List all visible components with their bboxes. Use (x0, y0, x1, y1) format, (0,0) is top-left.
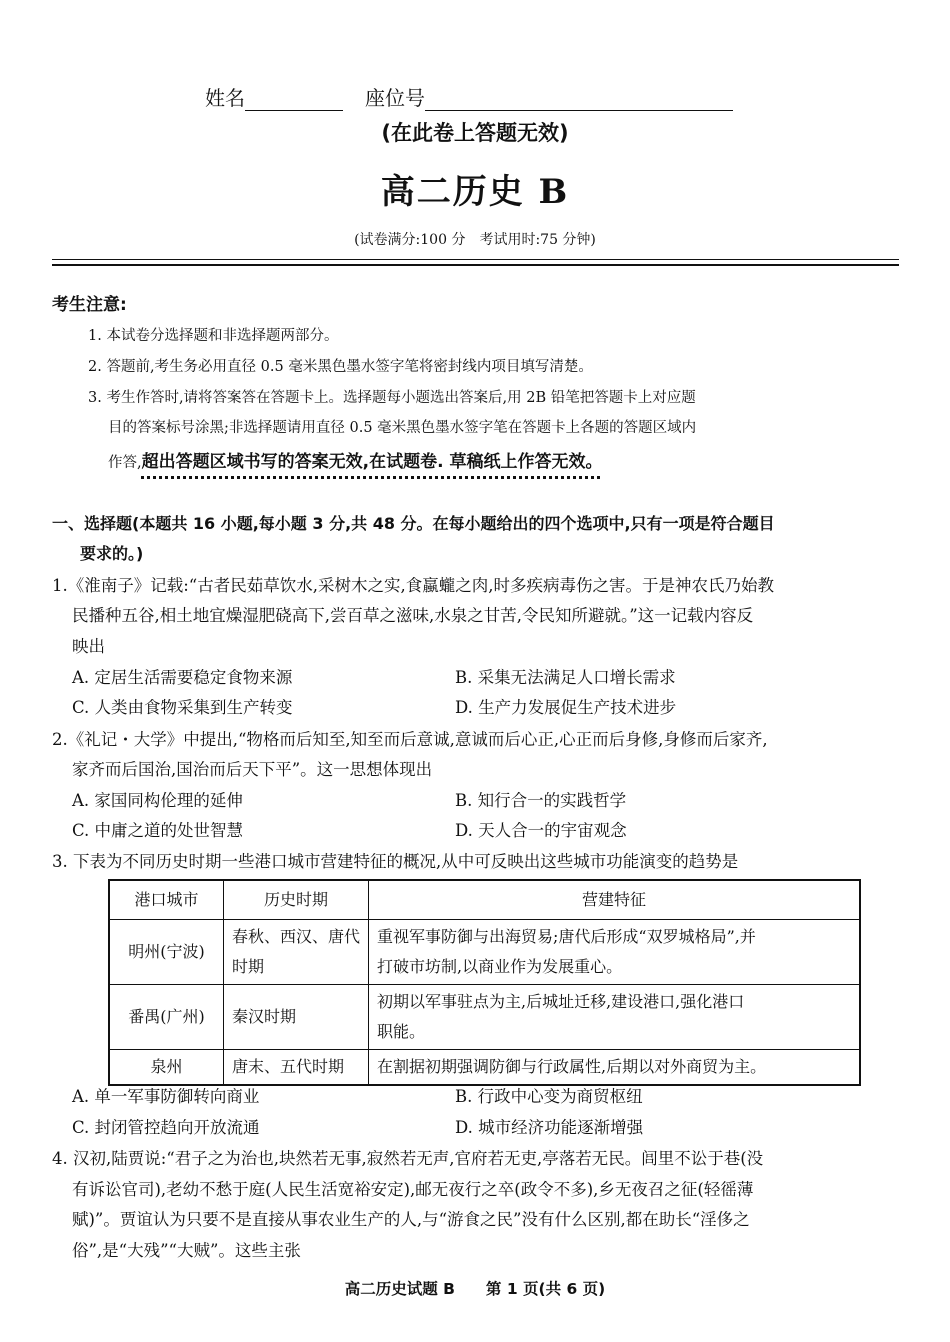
table-cell-feature (369, 920, 861, 985)
q2-option-b: B. 知行合一的实践哲学 (455, 791, 627, 810)
section1-instructions-line1: 一、选择题(本题共 16 小题,每小题 3 分,共 48 分。在每小题给出的四个选项中,只有一项是符合题目 (52, 514, 775, 533)
q4-stem-line1: 4. 汉初,陆贾说:“君子之为治也,块然若无事,寂然若无声,官府若无吏,亭落若无民。闾里不讼于巷(没 (52, 1149, 764, 1168)
q1-stem-line1: 1.《淮南子》记载:“古者民茹草饮水,采树木之实,食蠃蠬之肉,时多疾病毒伤之害。于是神农氏乃始教 (52, 576, 774, 595)
q3-stem-line1: 3. 下表为不同历史时期一些港口城市营建特征的概况,从中可反映出这些城市功能演变的趋势是 (52, 852, 739, 871)
table-header-period: 历史时期 (224, 880, 369, 920)
invalid-note: (在此卷上答题无效) (381, 121, 569, 145)
table-cell-city: 明州(宁波) (109, 920, 224, 985)
q2-stem-line1: 2.《礼记・大学》中提出,“物格而后知至,知至而后意诚,意诚而后心正,心正而后身修,身修而后家齐, (52, 730, 768, 749)
table-row (109, 920, 860, 985)
q4-stem-line2: 有诉讼官司),老幼不愁于庭(人民生活宽裕安定),邮无夜行之卒(政令不多),乡无夜召之征(轻徭薄 (72, 1180, 754, 1199)
feature-line: 职能。 (377, 1022, 426, 1041)
q3-option-b: B. 行政中心变为商贸枢纽 (455, 1087, 643, 1106)
note-3c (108, 447, 602, 472)
q3-option-d: D. 城市经济功能逐渐增强 (455, 1118, 644, 1137)
q4-stem-line4: 俗”,是“大残”“大贼”。这些主张 (72, 1241, 301, 1260)
note-1: 1. 本试卷分选择题和非选择题两部分。 (88, 328, 339, 344)
name-label: 姓名 (205, 86, 245, 110)
table-cell-city: 番禺(广州) (109, 985, 224, 1050)
q3-table (108, 879, 861, 1086)
note-3a: 3. 考生作答时,请将答案答在答题卡上。选择题每小题选出答案后,用 2B 铅笔把答题卡上对应题 (88, 390, 696, 406)
notes-heading: 考生注意: (52, 295, 127, 315)
note-3b: 目的答案标号涂黑;非选择题请用直径 0.5 毫米黑色墨水签字笔在答题卡上各题的答题区域内 (108, 420, 697, 436)
q4-stem-line3: 赋)”。贾谊认为只要不是直接从事农业生产的人,与“游食之民”没有什么区别,都在助长“淫侈之 (72, 1210, 750, 1229)
table-row (109, 1050, 860, 1086)
table-header-city: 港口城市 (109, 880, 224, 920)
table-cell-city: 泉州 (109, 1050, 224, 1086)
divider-top (52, 259, 899, 260)
page-title: 高二历史 B (380, 172, 570, 212)
page-footer: 高二历史试题 B 第 1 页(共 6 页) (344, 1280, 606, 1298)
seat-blank[interactable] (425, 90, 733, 111)
q3-option-a: A. 单一军事防御转向商业 (72, 1087, 260, 1106)
table-cell-period: 唐末、五代时期 (224, 1050, 369, 1086)
table-header-row (109, 880, 860, 920)
q1-stem-line2: 民播种五谷,相土地宜燥湿肥硗高下,尝百草之滋味,水泉之甘苦,令民知所避就。”这一记载内容反 (72, 606, 754, 625)
q1-stem-line3: 映出 (72, 637, 105, 656)
seat-label: 座位号 (365, 86, 425, 110)
feature-line: 打破市坊制,以商业作为发展重心。 (377, 957, 623, 976)
period-line: 时期 (232, 957, 265, 976)
note-2: 2. 答题前,考生务必用直径 0.5 毫米黑色墨水签字笔将密封线内项目填写清楚。 (88, 359, 593, 375)
q1-option-c: C. 人类由食物采集到生产转变 (72, 698, 293, 717)
q2-option-a: A. 家国同构伦理的延伸 (72, 791, 243, 810)
table-cell-feature (369, 985, 861, 1050)
q2-option-d: D. 天人合一的宇宙观念 (455, 821, 627, 840)
table-cell-period (224, 920, 369, 985)
q1-option-b: B. 采集无法满足人口增长需求 (455, 668, 676, 687)
divider-bottom (52, 264, 899, 266)
section1-instructions-line2: 要求的。) (80, 544, 144, 563)
table-cell-feature: 在割据初期强调防御与行政属性,后期以对外商贸为主。 (369, 1050, 861, 1086)
note-3c-plain: 作答, (108, 455, 142, 471)
exam-info: (试卷满分:100 分 考试用时:75 分钟) (354, 232, 596, 248)
q3-option-c: C. 封闭管控趋向开放流通 (72, 1118, 260, 1137)
q1-option-a: A. 定居生活需要稳定食物来源 (72, 668, 293, 687)
table-row (109, 985, 860, 1050)
table-cell-period: 秦汉时期 (224, 985, 369, 1050)
note-3c-emphasis: 超出答题区域书写的答案无效,在试题卷. 草稿纸上作答无效。 (141, 452, 603, 472)
name-seat-row (205, 82, 733, 111)
q2-stem-line2: 家齐而后国治,国治而后天下平”。这一思想体现出 (72, 760, 433, 779)
period-line: 春秋、西汉、唐代 (232, 927, 361, 946)
table-header-feature: 营建特征 (369, 880, 861, 920)
feature-line: 初期以军事驻点为主,后城址迁移,建设港口,强化港口 (377, 992, 745, 1011)
q2-option-c: C. 中庸之道的处世智慧 (72, 821, 244, 840)
q1-option-d: D. 生产力发展促生产技术进步 (455, 698, 677, 717)
name-blank[interactable] (245, 90, 343, 111)
feature-line: 重视军事防御与出海贸易;唐代后形成“双罗城格局”,并 (377, 927, 756, 946)
